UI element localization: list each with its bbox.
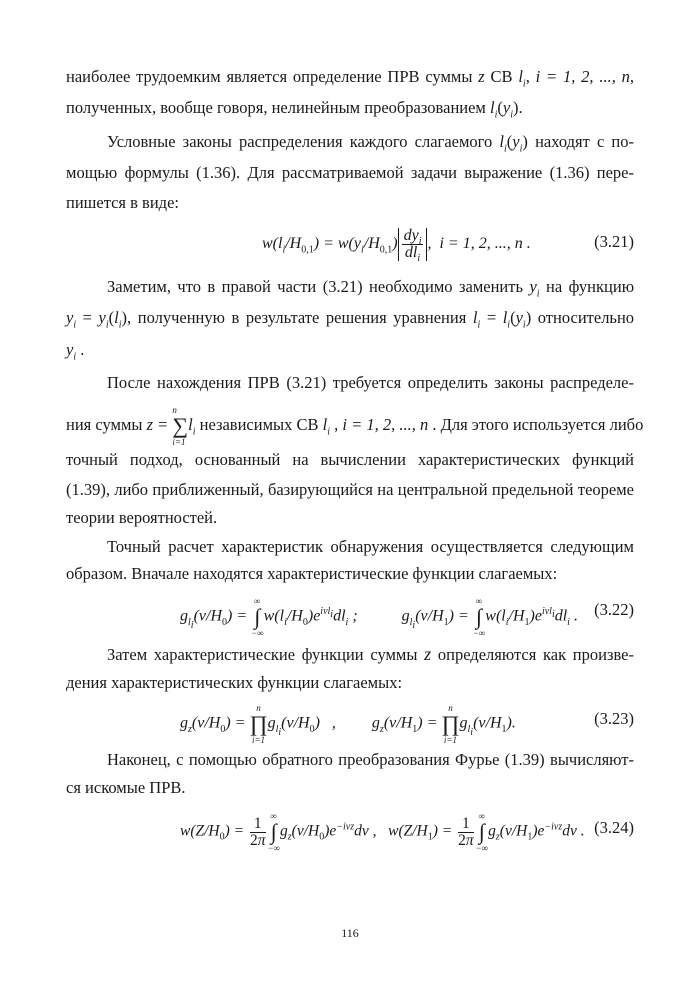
math-yi: $y_i$ xyxy=(66,340,77,363)
text-span: Условные законы распределения каждого слагаемого xyxy=(107,132,493,151)
equation-number: (3.21) xyxy=(594,232,634,251)
text-span: на функцию xyxy=(546,277,635,296)
text-line: (1.39), либо приближенный, базирующийся на центральной предельной теореме xyxy=(66,480,634,499)
text-line xyxy=(107,131,634,153)
math-z: z xyxy=(424,644,432,664)
text-span: Заметим, что в правой части (3.21) необходимо заменить xyxy=(107,277,523,296)
text-line: дения характеристических функции слагаемых: xyxy=(66,673,403,692)
text-line: полученных, вообще говоря, нелинейным преобразованием $l_i(y_i)$. xyxy=(66,98,523,121)
text-line: $y_i$ . xyxy=(66,340,85,363)
text-line: пишется в виде: xyxy=(66,193,179,212)
text-line: мощью формулы (1.36). Для рассматриваемой задачи выражение (1.36) пере- xyxy=(66,163,634,182)
text-line: ся искомые ПРВ. xyxy=(66,778,186,797)
math-li: $l_i$ xyxy=(322,414,330,438)
text-line: ния суммы z = n ∑ $i=1l_i$ независимых СВ $l_i$ , i = 1, 2, ..., n . Для этого используется либо xyxy=(66,405,644,447)
math-li: $l_i$ xyxy=(518,67,526,90)
equation-3-23: $g_z(v/H_0) = n$ ∏ $i=1g_{l_i}(v/H_0)$ , $g_z(v/H_1) = n$ ∏ $i=1g_{l_i}(v/H_1)$. xyxy=(180,703,516,745)
equation-number: (3.23) xyxy=(594,709,634,728)
text-line: Наконец, с помощью обратного преобразования Фурье (1.39) вычисляют- xyxy=(107,750,634,769)
text-span: ния суммы xyxy=(66,414,143,434)
text-span: находят с по- xyxy=(535,132,635,151)
text-line: образом. Вначале находятся характеристические функции слагаемых: xyxy=(66,564,558,583)
equation-3-21: $w(l_i/H_{0,1}) = w(y_i/H_{0,1})$ $\frac{dy_i}{dl_i}$ , i = 1, 2, ..., n . xyxy=(262,227,531,265)
math-index-range: i = 1, 2, ..., n xyxy=(535,67,630,86)
math-li-eq: $l_i = l_i(y_i)$ xyxy=(472,308,532,331)
math-yi: $y_i$ xyxy=(529,277,540,300)
text-line: $y_i = y_i(l_i)$, полученную в результате решения уравнения $l_i = l_i(y_i)$ относительно xyxy=(66,308,635,331)
text-line: Точный расчет характеристик обнаружения осуществляется следующим xyxy=(107,537,634,556)
equation-3-22: $g_{l_i}(v/H_0)$ = ∞ ∫ $-\infty w(l_i/H_0)e^{ivl_i}dl_i$ ; $g_{l_i}(v/H_1)$ = ∞ ∫ $-\infty w(l_i/H_1)e^{ivl_i}dl_i$ . xyxy=(180,596,578,638)
math-li-yi: $l_i(y_i)$ xyxy=(499,132,528,155)
equation-number: (3.24) xyxy=(594,818,634,837)
math-li-yi: $l_i(y_i)$ xyxy=(490,98,519,121)
page-number: 116 xyxy=(341,926,359,940)
math-yi-eq: $y_i = y_i(l_i)$ xyxy=(66,308,128,331)
math-z: z xyxy=(478,67,485,86)
text-span: относительно xyxy=(537,308,635,327)
text-line xyxy=(107,276,634,298)
equation-number: (3.22) xyxy=(594,600,634,619)
text-span: Для этого используется либо xyxy=(440,414,644,434)
math-sum-z: z = n ∑ $i=1l_i$ xyxy=(146,405,196,447)
text-line: точный подход, основанный на вычислении характеристических функций xyxy=(66,450,634,469)
equation-3-24: $w(Z/H_0)$ = $\frac{1}{2\pi}$ ∞ ∫ $-\infty g_z(v/H_0)e^{-ivz}d\nu$ , $w(Z/H_1)$ = $\frac{1}{2\pi}$ ∞ ∫ $-\infty g_z(v/H_1)e^{-ivz}d\nu$ . xyxy=(180,811,585,853)
text-line: После нахождения ПРВ (3.21) требуется определить законы распределе- xyxy=(107,373,634,392)
text-line: наиболее трудоемким является определение ПРВ суммы z СВ $l_i$, i = 1, 2, ..., n, xyxy=(66,67,635,90)
text-span: полученных, вообще говоря, нелинейным преобразованием xyxy=(66,98,486,117)
text-line: теории вероятностей. xyxy=(66,508,218,527)
text-line xyxy=(107,643,634,666)
text-span: СВ xyxy=(490,67,513,86)
text-span: полученную в результате решения уравнения xyxy=(137,308,467,327)
text-span: наиболее трудоемким является определение ПРВ суммы xyxy=(66,67,473,86)
text-span: Затем характеристические функции суммы xyxy=(107,645,418,664)
text-span: независимых СВ xyxy=(199,414,319,434)
math-index-range: i = 1, 2, ..., n xyxy=(342,414,429,434)
text-span: определяются как произве- xyxy=(437,645,634,664)
